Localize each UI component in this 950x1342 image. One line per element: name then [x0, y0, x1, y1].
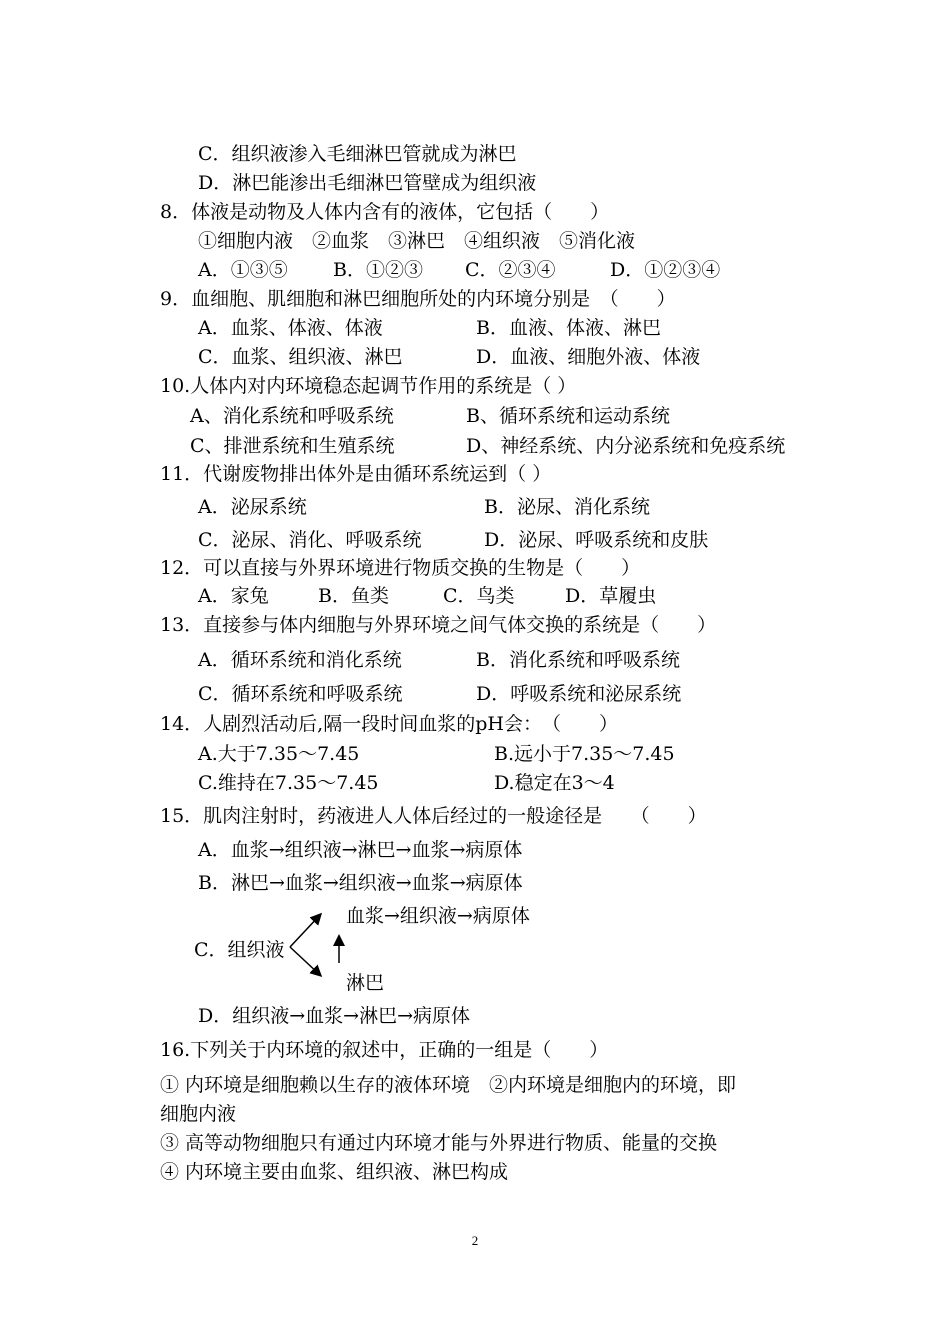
- q13-stem: 13．直接参与体内细胞与外界环境之间气体交换的系统是（ ）: [160, 614, 717, 636]
- q8-option-b: B．①②③: [333, 259, 423, 281]
- q9-option-d: D．血液、细胞外液、体液: [476, 346, 701, 368]
- q11-option-a: A．泌尿系统: [198, 496, 307, 518]
- q10-stem: 10.人体内对内环境稳态起调节作用的系统是（ ）: [160, 375, 577, 397]
- q10-option-c: C、排泄系统和生殖系统: [190, 435, 395, 457]
- q8-option-c: C．②③④: [465, 259, 556, 281]
- page-number: 2: [471, 1233, 479, 1248]
- q9-option-c: C．血浆、组织液、淋巴: [198, 346, 403, 368]
- q8-items: ①细胞内液 ②血浆 ③淋巴 ④组织液 ⑤消化液: [198, 230, 636, 252]
- q8-option-a: A．①③⑤: [198, 259, 288, 281]
- arrow-down-right: [290, 947, 320, 975]
- q15-option-c-bottom-path: 淋巴: [346, 972, 385, 994]
- q12-option-d: D．草履虫: [565, 585, 657, 607]
- q16-statement-4: ④ 内环境主要由血浆、组织液、淋巴构成: [160, 1161, 509, 1183]
- q11-option-b: B．泌尿、消化系统: [484, 496, 650, 518]
- q15-option-c-label: C．组织液: [194, 939, 285, 961]
- q8-stem: 8．体液是动物及人体内含有的液体，它包括（ ）: [160, 201, 610, 223]
- q14-stem: 14．人剧烈活动后,隔一段时间血浆的pH会： （ ）: [160, 713, 618, 735]
- q10-option-d: D、神经系统、内分泌系统和免疫系统: [466, 435, 786, 457]
- q10-option-b: B、循环系统和运动系统: [466, 405, 670, 427]
- q12-stem: 12．可以直接与外界环境进行物质交换的生物是（ ）: [160, 557, 641, 579]
- q8-option-d: D．①②③④: [610, 259, 721, 281]
- q14-option-a: A.大于7.35～7.45: [198, 743, 360, 765]
- q12-option-a: A．家兔: [198, 585, 269, 607]
- q14-option-b: B.远小于7.35～7.45: [494, 743, 675, 765]
- q11-stem: 11．代谢废物排出体外是由循环系统运到（ ）: [160, 463, 552, 485]
- q7-option-c: C．组织液渗入毛细淋巴管就成为淋巴: [198, 143, 517, 165]
- q13-option-c: C．循环系统和呼吸系统: [198, 683, 403, 705]
- q15-option-c-top-path: 血浆→组织液→病原体: [346, 905, 530, 927]
- q13-option-b: B．消化系统和呼吸系统: [476, 649, 680, 671]
- q16-statement-1-2: ① 内环境是细胞赖以生存的液体环境 ②内环境是细胞内的环境，即: [160, 1074, 737, 1096]
- q13-option-a: A．循环系统和消化系统: [198, 649, 402, 671]
- q14-option-c: C.维持在7.35～7.45: [198, 772, 379, 794]
- q11-option-c: C．泌尿、消化、呼吸系统: [198, 529, 422, 551]
- q16-statement-3: ③ 高等动物细胞只有通过内环境才能与外界进行物质、能量的交换: [160, 1132, 718, 1154]
- q16-stem: 16.下列关于内环境的叙述中，正确的一组是（ ）: [160, 1039, 609, 1061]
- arrow-up-right: [290, 915, 320, 947]
- q9-stem: 9．血细胞、肌细胞和淋巴细胞所处的内环境分别是 （ ）: [160, 288, 676, 310]
- q15-option-d: D．组织液→血浆→淋巴→病原体: [198, 1005, 470, 1027]
- q9-option-b: B．血液、体液、淋巴: [476, 317, 661, 339]
- q12-option-b: B．鱼类: [318, 585, 389, 607]
- q10-option-a: A、消化系统和呼吸系统: [190, 405, 394, 427]
- q15-option-a: A．血浆→组织液→淋巴→血浆→病原体: [198, 839, 523, 861]
- q15-option-b: B．淋巴→血浆→组织液→血浆→病原体: [198, 872, 523, 894]
- q14-option-d: D.稳定在3～4: [494, 772, 615, 794]
- q16-statement-2-cont: 细胞内液: [160, 1103, 237, 1125]
- q13-option-d: D．呼吸系统和泌尿系统: [476, 683, 682, 705]
- q7-option-d: D．淋巴能渗出毛细淋巴管壁成为组织液: [198, 172, 537, 194]
- q15-branch-arrows: [280, 905, 360, 985]
- q12-option-c: C．鸟类: [443, 585, 515, 607]
- q15-stem: 15．肌肉注射时，药液进人人体后经过的一般途径是 （ ）: [160, 805, 707, 827]
- q11-option-d: D．泌尿、呼吸系统和皮肤: [484, 529, 709, 551]
- q9-option-a: A．血浆、体液、体液: [198, 317, 383, 339]
